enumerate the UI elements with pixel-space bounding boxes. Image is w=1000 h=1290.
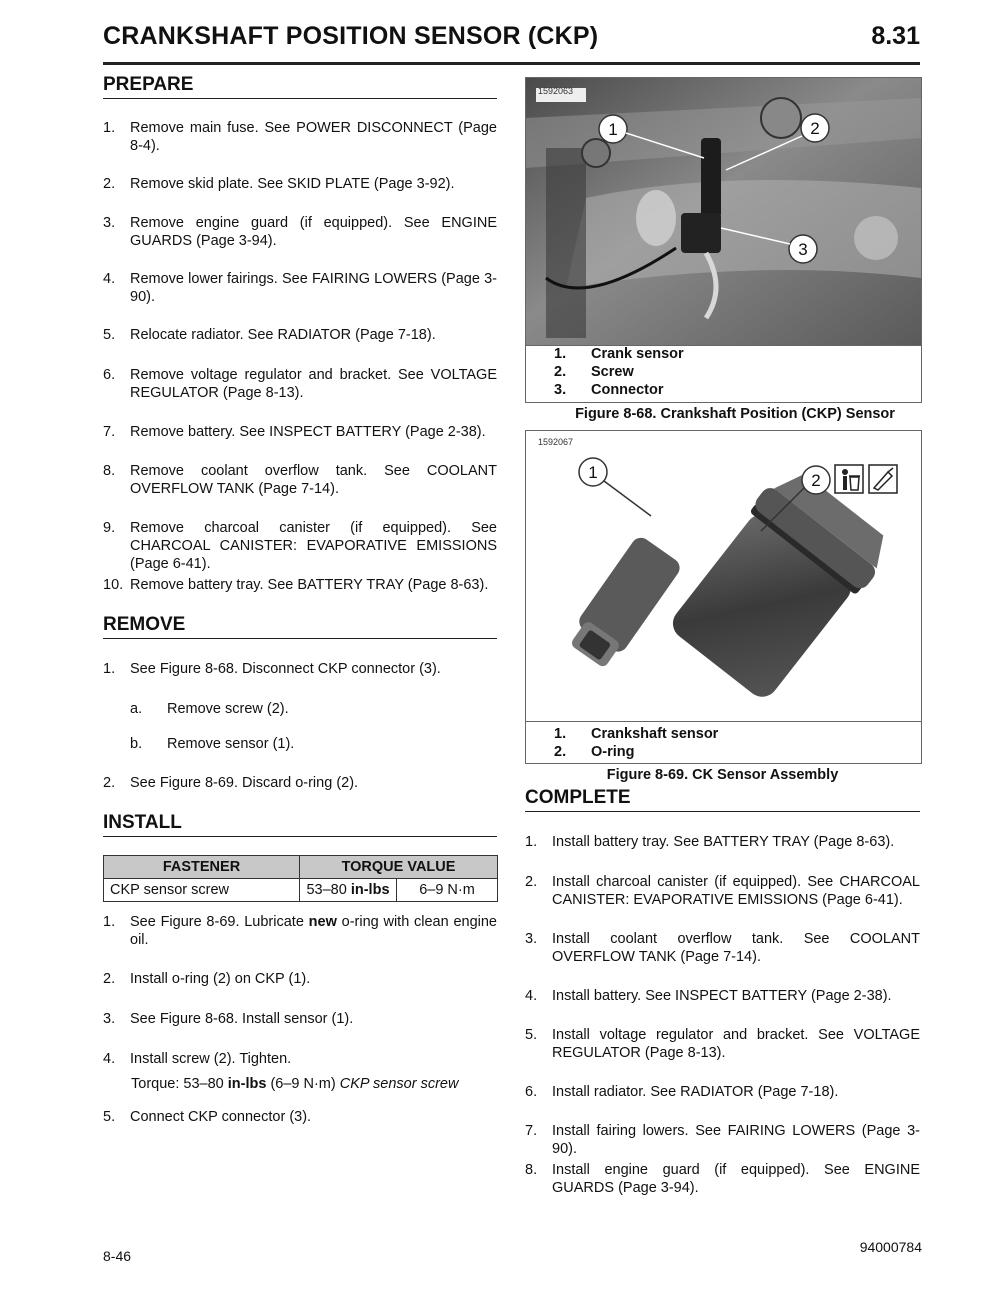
prepare-step: 8. Remove coolant overflow tank. See COOLANT OVERFLOW TANK (Page 7-14).: [103, 463, 497, 497]
figure-id-label: 1592067: [538, 437, 574, 447]
legend-item: 2. O-ring: [554, 744, 635, 760]
install-step: 1. See Figure 8-69. Lubricate new o-ring with clean engine oil.: [103, 914, 497, 948]
complete-heading: COMPLETE: [525, 787, 920, 812]
remove-step: 2. See Figure 8-69. Discard o-ring (2).: [103, 775, 359, 791]
legend-item: 3. Connector: [554, 382, 664, 398]
complete-step: 3. Install coolant overflow tank. See COOLANT OVERFLOW TANK (Page 7-14).: [525, 931, 920, 965]
complete-step: 8. Install engine guard (if equipped). See ENGINE GUARDS (Page 3-94).: [525, 1162, 920, 1196]
header-rule: [103, 62, 920, 65]
figure-legend: [554, 726, 914, 762]
callout-1: 1: [608, 120, 618, 139]
torque-inlbs-cell: 53–80 in-lbs: [300, 879, 397, 902]
figure-8-68: [525, 77, 922, 403]
prepare-step: 3. Remove engine guard (if equipped). See ENGINE GUARDS (Page 3-94).: [103, 215, 497, 249]
prepare-step: 1. Remove main fuse. See POWER DISCONNECT (Page 8-4).: [103, 120, 497, 154]
page-title: CRANKSHAFT POSITION SENSOR (CKP): [103, 22, 599, 50]
prepare-heading: PREPARE: [103, 74, 497, 99]
legend-item: 1. Crank sensor: [554, 346, 684, 362]
prepare-step: 2. Remove skid plate. See SKID PLATE (Page 3-92).: [103, 176, 455, 192]
install-step: 4. Install screw (2). Tighten.: [103, 1051, 292, 1067]
remove-substep: b. Remove sensor (1).: [130, 736, 295, 752]
complete-step: 6. Install radiator. See RADIATOR (Page 7-18).: [525, 1084, 839, 1100]
prepare-step: 6. Remove voltage regulator and bracket. See VOLTAGE REGULATOR (Page 8-13).: [103, 367, 497, 401]
complete-step: 5. Install voltage regulator and bracket. See VOLTAGE REGULATOR (Page 8-13).: [525, 1027, 920, 1061]
callout-3: 3: [798, 240, 808, 259]
install-step: 3. See Figure 8-68. Install sensor (1).: [103, 1011, 354, 1027]
prepare-step: 9. Remove charcoal canister (if equipped). See CHARCOAL CANISTER: EVAPORATIVE EMISSIONS (Page 6-41).: [103, 520, 497, 572]
lubricate-icon: [868, 464, 898, 494]
prepare-step: 7. Remove battery. See INSPECT BATTERY (Page 2-38).: [103, 424, 486, 440]
remove-substep: a. Remove screw (2).: [130, 701, 289, 717]
page-reference: 8.31: [871, 22, 920, 50]
figure-8-69: [525, 430, 922, 764]
fastener-header: FASTENER: [104, 856, 300, 879]
remove-step: 1. See Figure 8-68. Disconnect CKP connector (3).: [103, 661, 441, 677]
figure-caption: Figure 8-68. Crankshaft Position (CKP) Sensor: [575, 406, 895, 422]
legend-item: 2. Screw: [554, 364, 634, 380]
figure-divider: [526, 721, 921, 722]
callout-2: 2: [811, 471, 821, 490]
torque-spec-line: Torque: 53–80 in-lbs (6–9 N·m) CKP sensor screw: [131, 1076, 459, 1092]
install-step: 2. Install o-ring (2) on CKP (1).: [103, 971, 311, 987]
torque-table: [103, 855, 498, 902]
prepare-step: 4. Remove lower fairings. See FAIRING LOWERS (Page 3-90).: [103, 271, 497, 305]
install-heading: INSTALL: [103, 812, 497, 837]
figure-caption: Figure 8-69. CK Sensor Assembly: [606, 767, 839, 783]
ckp-installed-photo: [526, 78, 921, 345]
discard-icon: [834, 464, 864, 494]
document-number: 94000784: [859, 1239, 922, 1255]
prepare-step: 5. Relocate radiator. See RADIATOR (Page 7-18).: [103, 327, 436, 343]
torque-nm-cell: 6–9 N·m: [397, 879, 498, 902]
page-number: 8-46: [103, 1248, 132, 1264]
complete-step: 4. Install battery. See INSPECT BATTERY (Page 2-38).: [525, 988, 892, 1004]
torque-header: TORQUE VALUE: [300, 856, 498, 879]
figure-legend: [554, 346, 914, 400]
install-step: 5. Connect CKP connector (3).: [103, 1109, 312, 1125]
legend-item: 1. Crankshaft sensor: [554, 726, 719, 742]
remove-heading: REMOVE: [103, 614, 497, 639]
complete-step: 1. Install battery tray. See BATTERY TRAY (Page 8-63).: [525, 834, 895, 850]
prepare-step: 10. Remove battery tray. See BATTERY TRAY (Page 8-63).: [103, 577, 489, 593]
complete-step: 2. Install charcoal canister (if equipped). See CHARCOAL CANISTER: EVAPORATIVE EMISSIONS (Page 6-41).: [525, 874, 920, 908]
figure-id-label: 1592063: [538, 86, 574, 96]
complete-step: 7. Install fairing lowers. See FAIRING LOWERS (Page 3-90).: [525, 1123, 920, 1157]
fastener-cell: CKP sensor screw: [104, 879, 300, 902]
callout-2: 2: [810, 119, 820, 138]
callout-1: 1: [588, 463, 598, 482]
